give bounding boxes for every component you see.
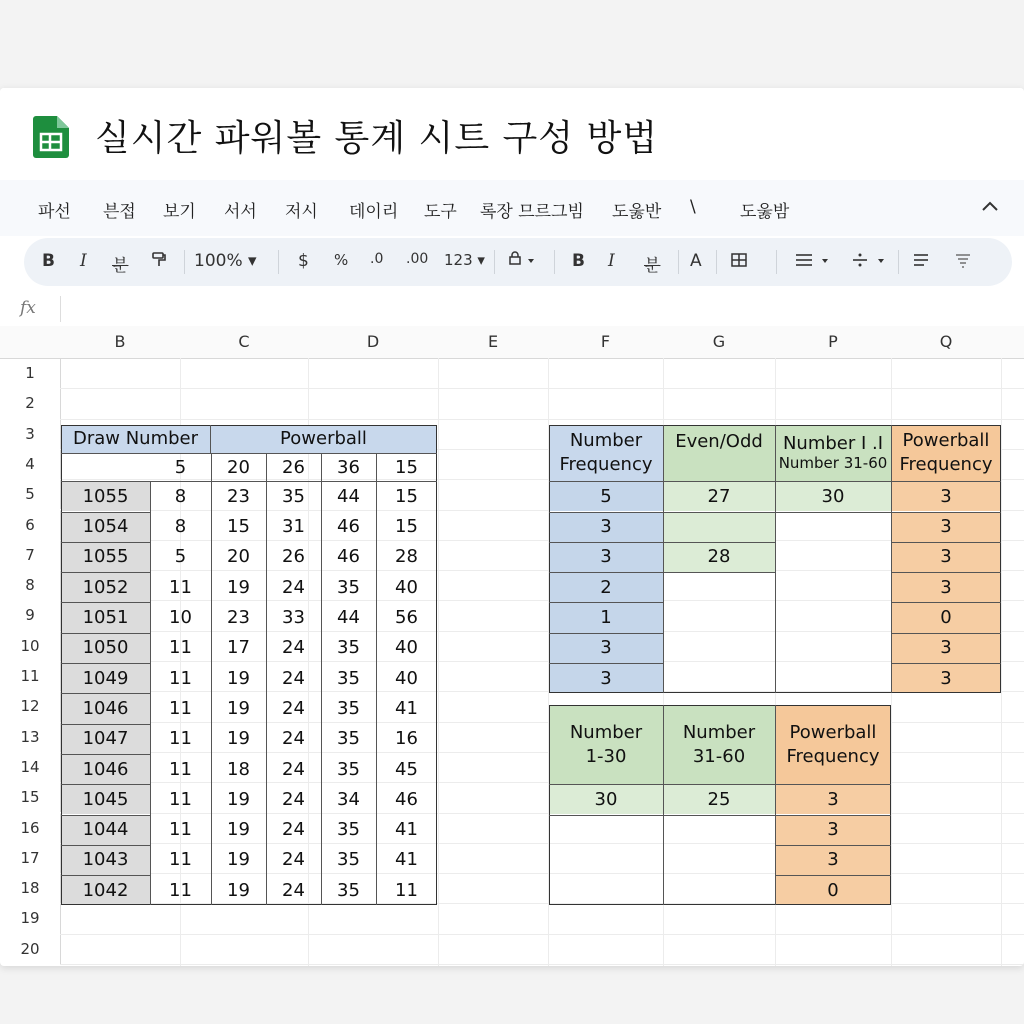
header-powerball-frequency[interactable]: Powerball Frequency bbox=[891, 425, 1001, 482]
number-cell[interactable]: 24 bbox=[282, 697, 305, 719]
number-cell[interactable]: 46 bbox=[337, 516, 360, 538]
table-line bbox=[61, 602, 150, 603]
decrease-decimal-button[interactable]: .0 bbox=[370, 251, 384, 267]
row-header[interactable]: 3 bbox=[0, 419, 61, 449]
sub-header-cell[interactable]: 5 bbox=[174, 456, 187, 478]
menu-bar bbox=[0, 180, 1024, 236]
number-cell[interactable]: 5 bbox=[174, 546, 187, 568]
bold-button[interactable]: B bbox=[42, 251, 55, 271]
number-cell[interactable]: 11 bbox=[169, 849, 192, 871]
table-line bbox=[61, 633, 150, 634]
number-cell[interactable]: 35 bbox=[282, 485, 305, 507]
number-cell[interactable]: 24 bbox=[282, 819, 305, 841]
table-line bbox=[891, 512, 1001, 513]
header-number-31-60[interactable]: Number 31-60 bbox=[663, 705, 775, 784]
number-cell[interactable]: 19 bbox=[227, 697, 250, 719]
table-line bbox=[549, 784, 891, 785]
row-header[interactable]: 8 bbox=[0, 570, 61, 600]
currency-button[interactable]: $ bbox=[298, 251, 309, 271]
menu-file[interactable]: 파선 bbox=[38, 202, 71, 222]
table-line bbox=[150, 481, 151, 905]
row-header[interactable]: 14 bbox=[0, 752, 61, 782]
toolbar-divider bbox=[678, 250, 679, 274]
number-cell[interactable]: 15 bbox=[227, 516, 250, 538]
number-cell[interactable]: 33 bbox=[282, 607, 305, 629]
table-line bbox=[549, 663, 663, 664]
powerball-frequency-cell[interactable]: 3 bbox=[775, 845, 891, 875]
header-draw-number[interactable]: Draw Number bbox=[61, 425, 210, 453]
header-powerball[interactable]: Powerball bbox=[210, 425, 437, 453]
table-line bbox=[891, 602, 1001, 603]
number-31-60-cell[interactable] bbox=[663, 815, 775, 845]
number-cell[interactable]: 46 bbox=[337, 546, 360, 568]
table-line bbox=[549, 572, 663, 573]
number-frequency-cell[interactable]: 3 bbox=[549, 542, 663, 572]
borders-icon[interactable] bbox=[730, 251, 748, 274]
grid-line bbox=[60, 419, 1024, 420]
draw-number-cell[interactable]: 1042 bbox=[61, 875, 150, 905]
select-all-corner[interactable] bbox=[0, 326, 61, 359]
even-odd-cell[interactable] bbox=[663, 633, 775, 663]
sub-header-cell[interactable]: 36 bbox=[337, 456, 360, 478]
number-cell[interactable]: 11 bbox=[169, 667, 192, 689]
table-line bbox=[549, 542, 663, 543]
spreadsheet-window bbox=[0, 88, 1024, 966]
header-powerball-frequency-2[interactable]: Powerball Frequency bbox=[775, 705, 891, 784]
header-even-odd[interactable]: Even/Odd bbox=[663, 425, 775, 482]
column-header-c[interactable]: C bbox=[180, 326, 309, 359]
number-cell[interactable]: 11 bbox=[169, 758, 192, 780]
number-cell[interactable]: 35 bbox=[337, 667, 360, 689]
table-line bbox=[61, 754, 150, 755]
table-line bbox=[61, 784, 150, 785]
number-cell[interactable]: 19 bbox=[227, 819, 250, 841]
even-odd-cell[interactable]: 27 bbox=[663, 481, 775, 511]
table-line bbox=[61, 542, 150, 543]
menu-extensions[interactable]: 록장 므르그빔 bbox=[480, 202, 584, 222]
row-header[interactable]: 18 bbox=[0, 873, 61, 903]
increase-decimal-button[interactable]: .00 bbox=[406, 251, 429, 267]
number-cell[interactable]: 24 bbox=[282, 637, 305, 659]
number-cell[interactable]: 17 bbox=[227, 637, 250, 659]
text-color-button[interactable]: A bbox=[690, 251, 702, 271]
chevron-up-icon[interactable] bbox=[980, 194, 1000, 218]
table-line bbox=[211, 453, 212, 906]
number-cell[interactable]: 41 bbox=[395, 819, 418, 841]
draw-number-cell[interactable]: 1055 bbox=[61, 481, 150, 511]
number-cell[interactable]: 11 bbox=[395, 879, 418, 901]
number-cell[interactable]: 40 bbox=[395, 637, 418, 659]
number-cell[interactable]: 56 bbox=[395, 607, 418, 629]
number-cell[interactable]: 19 bbox=[227, 576, 250, 598]
row-header[interactable]: 5 bbox=[0, 479, 61, 509]
number-1-30-cell[interactable] bbox=[549, 845, 663, 875]
toolbar-divider bbox=[776, 250, 777, 274]
table-line bbox=[549, 633, 663, 634]
row-header[interactable]: 1 bbox=[0, 358, 61, 388]
even-odd-cell[interactable] bbox=[663, 572, 775, 602]
column-header-g[interactable]: G bbox=[663, 326, 776, 359]
draw-number-cell[interactable]: 1046 bbox=[61, 754, 150, 784]
table-line bbox=[61, 572, 150, 573]
powerball-frequency-cell[interactable]: 3 bbox=[891, 633, 1001, 663]
table-line bbox=[210, 425, 211, 453]
number-cell[interactable]: 19 bbox=[227, 667, 250, 689]
header-number-sublabel: Number 31-60 bbox=[778, 454, 888, 473]
column-header-d[interactable]: D bbox=[308, 326, 439, 359]
number-cell[interactable]: 11 bbox=[169, 788, 192, 810]
menu-edit[interactable]: 븐접 bbox=[103, 202, 136, 222]
row-header[interactable]: 19 bbox=[0, 903, 61, 933]
number-range-cell[interactable] bbox=[775, 572, 891, 602]
more-formats-select[interactable]: 123 ▾ bbox=[444, 251, 485, 269]
powerball-frequency-cell[interactable]: 0 bbox=[891, 602, 1001, 632]
italic-button[interactable]: I bbox=[80, 251, 87, 271]
header-number-1-30[interactable]: Number 1-30 bbox=[549, 705, 663, 784]
powerball-frequency-cell[interactable]: 3 bbox=[891, 663, 1001, 693]
table-line bbox=[663, 542, 775, 543]
row-header[interactable]: 12 bbox=[0, 691, 61, 721]
number-cell[interactable]: 35 bbox=[337, 849, 360, 871]
number-31-60-cell[interactable]: 25 bbox=[663, 784, 775, 814]
number-cell[interactable]: 24 bbox=[282, 879, 305, 901]
number-cell[interactable]: 15 bbox=[395, 485, 418, 507]
toolbar-divider bbox=[278, 250, 279, 274]
draw-number-cell[interactable]: 1049 bbox=[61, 663, 150, 693]
number-frequency-cell[interactable]: 1 bbox=[549, 602, 663, 632]
table-line bbox=[266, 453, 267, 906]
number-1-30-cell[interactable] bbox=[549, 875, 663, 905]
number-frequency-cell[interactable]: 5 bbox=[549, 481, 663, 511]
sheet-grid[interactable] bbox=[0, 326, 1024, 966]
draw-number-cell[interactable]: 1046 bbox=[61, 693, 150, 723]
draw-number-cell[interactable]: 1047 bbox=[61, 724, 150, 754]
table-line bbox=[61, 815, 150, 816]
table-line bbox=[891, 633, 1001, 634]
column-header-q[interactable]: Q bbox=[891, 326, 1002, 359]
header-number-label: Number I .I bbox=[782, 433, 884, 455]
number-range-cell[interactable] bbox=[775, 663, 891, 693]
row-header[interactable]: 7 bbox=[0, 540, 61, 570]
menu-format[interactable]: 저시 bbox=[285, 202, 318, 222]
number-cell[interactable]: 24 bbox=[282, 728, 305, 750]
table-line bbox=[61, 693, 150, 694]
menu-help-2[interactable]: 도욿밤 bbox=[740, 202, 790, 222]
row-header[interactable]: 20 bbox=[0, 934, 61, 964]
even-odd-cell[interactable] bbox=[663, 663, 775, 693]
number-cell[interactable]: 44 bbox=[337, 485, 360, 507]
paint-format-icon[interactable] bbox=[150, 251, 168, 274]
draw-number-cell[interactable]: 1044 bbox=[61, 815, 150, 845]
number-cell[interactable]: 24 bbox=[282, 849, 305, 871]
number-cell[interactable]: 19 bbox=[227, 788, 250, 810]
row-header[interactable]: 6 bbox=[0, 510, 61, 540]
sub-header-cell[interactable]: 20 bbox=[227, 456, 250, 478]
table-line bbox=[663, 425, 664, 694]
column-header-f[interactable]: F bbox=[548, 326, 664, 359]
formula-divider bbox=[60, 296, 61, 322]
number-cell[interactable]: 19 bbox=[227, 849, 250, 871]
number-range-cell[interactable] bbox=[775, 602, 891, 632]
draw-number-cell[interactable]: 1052 bbox=[61, 572, 150, 602]
toolbar-divider bbox=[554, 250, 555, 274]
table-line bbox=[61, 845, 150, 846]
font-select[interactable] bbox=[508, 251, 538, 272]
table-line bbox=[549, 815, 891, 816]
row-header[interactable]: 2 bbox=[0, 388, 61, 418]
number-cell[interactable]: 34 bbox=[337, 788, 360, 810]
table-line bbox=[663, 705, 664, 905]
number-1-30-cell[interactable]: 30 bbox=[549, 784, 663, 814]
number-cell[interactable]: 31 bbox=[282, 516, 305, 538]
table-line bbox=[61, 453, 437, 454]
table-line bbox=[775, 875, 891, 876]
number-cell[interactable]: 11 bbox=[169, 728, 192, 750]
table-line bbox=[775, 512, 891, 513]
number-cell[interactable]: 26 bbox=[282, 546, 305, 568]
sub-header-cell[interactable] bbox=[61, 453, 150, 481]
row-header[interactable]: 11 bbox=[0, 661, 61, 691]
vertical-align-icon[interactable] bbox=[850, 251, 890, 274]
even-odd-cell[interactable] bbox=[663, 602, 775, 632]
number-cell[interactable]: 20 bbox=[227, 546, 250, 568]
table-line bbox=[61, 481, 437, 482]
horizontal-align-icon[interactable] bbox=[794, 251, 834, 274]
number-range-cell[interactable] bbox=[775, 542, 891, 572]
table-line bbox=[891, 663, 1001, 664]
menu-insert[interactable]: 서서 bbox=[224, 202, 257, 222]
number-cell[interactable]: 19 bbox=[227, 728, 250, 750]
number-cell[interactable]: 10 bbox=[169, 607, 192, 629]
number-cell[interactable]: 40 bbox=[395, 667, 418, 689]
toolbar bbox=[24, 238, 1012, 286]
row-header[interactable]: 9 bbox=[0, 600, 61, 630]
number-cell[interactable]: 18 bbox=[227, 758, 250, 780]
table-line bbox=[61, 512, 150, 513]
number-1-30-cell[interactable] bbox=[549, 815, 663, 845]
draw-number-cell[interactable]: 1050 bbox=[61, 633, 150, 663]
menu-help[interactable]: 도욿반 bbox=[612, 202, 662, 222]
number-31-60-cell[interactable] bbox=[663, 845, 775, 875]
number-cell[interactable]: 23 bbox=[227, 485, 250, 507]
menu-data[interactable]: 데이리 bbox=[349, 202, 399, 222]
grid-line bbox=[60, 934, 1024, 935]
table-line bbox=[61, 663, 150, 664]
number-frequency-cell[interactable]: 2 bbox=[549, 572, 663, 602]
number-cell[interactable]: 45 bbox=[395, 758, 418, 780]
table-line bbox=[549, 512, 663, 513]
row-header[interactable]: 4 bbox=[0, 449, 61, 479]
table-line bbox=[549, 481, 1001, 482]
header-number-frequency[interactable]: Number Frequency bbox=[549, 425, 663, 482]
number-cell[interactable]: 11 bbox=[169, 879, 192, 901]
table-line bbox=[61, 724, 150, 725]
number-cell[interactable]: 19 bbox=[227, 879, 250, 901]
sub-header-cell[interactable]: 26 bbox=[282, 456, 305, 478]
number-cell[interactable]: 11 bbox=[169, 637, 192, 659]
number-frequency-cell[interactable]: 3 bbox=[549, 633, 663, 663]
number-cell[interactable]: 8 bbox=[174, 516, 187, 538]
number-cell[interactable]: 11 bbox=[169, 576, 192, 598]
number-cell[interactable]: 44 bbox=[337, 607, 360, 629]
number-cell[interactable]: 46 bbox=[395, 788, 418, 810]
grid-line bbox=[60, 964, 1024, 965]
number-cell[interactable]: 35 bbox=[337, 819, 360, 841]
number-cell[interactable]: 28 bbox=[395, 546, 418, 568]
document-title[interactable]: 실시간 파워볼 통계 시트 구성 방법 bbox=[95, 118, 659, 159]
table-line bbox=[891, 572, 1001, 573]
table-line bbox=[891, 425, 892, 694]
number-cell[interactable]: 35 bbox=[337, 758, 360, 780]
title-bar bbox=[0, 88, 1024, 180]
number-cell[interactable]: 16 bbox=[395, 728, 418, 750]
number-cell[interactable]: 41 bbox=[395, 849, 418, 871]
percent-button[interactable]: % bbox=[334, 251, 349, 269]
even-odd-cell[interactable] bbox=[663, 512, 775, 542]
powerball-frequency-cell[interactable]: 3 bbox=[775, 815, 891, 845]
draw-number-cell[interactable]: 1045 bbox=[61, 784, 150, 814]
fx-icon: fx bbox=[20, 298, 36, 318]
menu-tools[interactable]: 도구 bbox=[424, 202, 457, 222]
table-line bbox=[663, 572, 775, 573]
table-line bbox=[663, 512, 775, 513]
column-header-next[interactable] bbox=[1001, 326, 1024, 359]
number-cell[interactable]: 35 bbox=[337, 728, 360, 750]
number-cell[interactable]: 35 bbox=[337, 637, 360, 659]
grid-line bbox=[1001, 358, 1002, 966]
text-wrap-icon[interactable] bbox=[912, 251, 932, 274]
number-cell[interactable]: 24 bbox=[282, 758, 305, 780]
zoom-select[interactable]: 100% ▾ bbox=[194, 251, 257, 271]
table-line bbox=[775, 425, 776, 694]
table-line bbox=[549, 602, 663, 603]
italic-button-2[interactable]: I bbox=[608, 251, 615, 271]
row-header[interactable]: 17 bbox=[0, 843, 61, 873]
row-header[interactable]: 13 bbox=[0, 722, 61, 752]
number-range-cell[interactable] bbox=[775, 633, 891, 663]
toolbar-divider bbox=[898, 250, 899, 274]
number-cell[interactable]: 23 bbox=[227, 607, 250, 629]
number-range-cell[interactable] bbox=[775, 512, 891, 542]
row-header[interactable]: 16 bbox=[0, 813, 61, 843]
number-cell[interactable]: 35 bbox=[337, 879, 360, 901]
number-frequency-cell[interactable]: 3 bbox=[549, 663, 663, 693]
toolbar-divider bbox=[494, 250, 495, 274]
draw-number-cell[interactable]: 1055 bbox=[61, 542, 150, 572]
draw-number-cell[interactable]: 1054 bbox=[61, 512, 150, 542]
number-cell[interactable]: 15 bbox=[395, 516, 418, 538]
powerball-frequency-cell[interactable]: 0 bbox=[775, 875, 891, 905]
powerball-frequency-cell[interactable]: 3 bbox=[891, 542, 1001, 572]
draw-number-cell[interactable]: 1043 bbox=[61, 845, 150, 875]
table-line bbox=[376, 453, 377, 906]
column-header-b[interactable]: B bbox=[60, 326, 181, 359]
powerball-frequency-cell[interactable]: 3 bbox=[891, 572, 1001, 602]
filter-icon[interactable] bbox=[954, 251, 972, 274]
bold-button-2[interactable]: B bbox=[572, 251, 585, 271]
row-header[interactable]: 10 bbox=[0, 631, 61, 661]
strikethrough-button-2[interactable]: 분 bbox=[644, 256, 661, 276]
header-number[interactable] bbox=[775, 425, 891, 482]
number-cell[interactable]: 11 bbox=[169, 697, 192, 719]
sheets-logo-icon[interactable] bbox=[33, 116, 69, 158]
number-cell[interactable]: 35 bbox=[337, 576, 360, 598]
grid-line bbox=[438, 358, 439, 966]
strikethrough-button[interactable]: 분 bbox=[112, 256, 129, 276]
number-frequency-cell[interactable]: 3 bbox=[549, 512, 663, 542]
number-cell[interactable]: 41 bbox=[395, 697, 418, 719]
number-range-cell[interactable]: 30 bbox=[775, 481, 891, 511]
toolbar-divider bbox=[184, 250, 185, 274]
table-line bbox=[321, 453, 322, 906]
menu-separator: \ bbox=[690, 197, 696, 217]
number-cell[interactable]: 24 bbox=[282, 788, 305, 810]
menu-view[interactable]: 보기 bbox=[163, 202, 196, 222]
number-cell[interactable]: 11 bbox=[169, 819, 192, 841]
column-header-e[interactable]: E bbox=[438, 326, 549, 359]
table-line bbox=[61, 875, 150, 876]
grid-line bbox=[60, 388, 1024, 389]
formula-bar[interactable] bbox=[0, 292, 1024, 327]
number-31-60-cell[interactable] bbox=[663, 875, 775, 905]
toolbar-divider bbox=[716, 250, 717, 274]
powerball-frequency-cell[interactable]: 3 bbox=[891, 512, 1001, 542]
number-cell[interactable]: 24 bbox=[282, 576, 305, 598]
powerball-frequency-cell[interactable]: 3 bbox=[775, 784, 891, 814]
sub-header-cell[interactable]: 15 bbox=[395, 456, 418, 478]
number-cell[interactable]: 40 bbox=[395, 576, 418, 598]
row-header[interactable]: 15 bbox=[0, 782, 61, 812]
even-odd-cell[interactable]: 28 bbox=[663, 542, 775, 572]
draw-number-cell[interactable]: 1051 bbox=[61, 602, 150, 632]
column-header-p[interactable]: P bbox=[775, 326, 892, 359]
table-line bbox=[891, 542, 1001, 543]
table-line bbox=[775, 845, 891, 846]
powerball-frequency-cell[interactable]: 3 bbox=[891, 481, 1001, 511]
number-cell[interactable]: 8 bbox=[174, 485, 187, 507]
number-cell[interactable]: 35 bbox=[337, 697, 360, 719]
number-cell[interactable]: 24 bbox=[282, 667, 305, 689]
